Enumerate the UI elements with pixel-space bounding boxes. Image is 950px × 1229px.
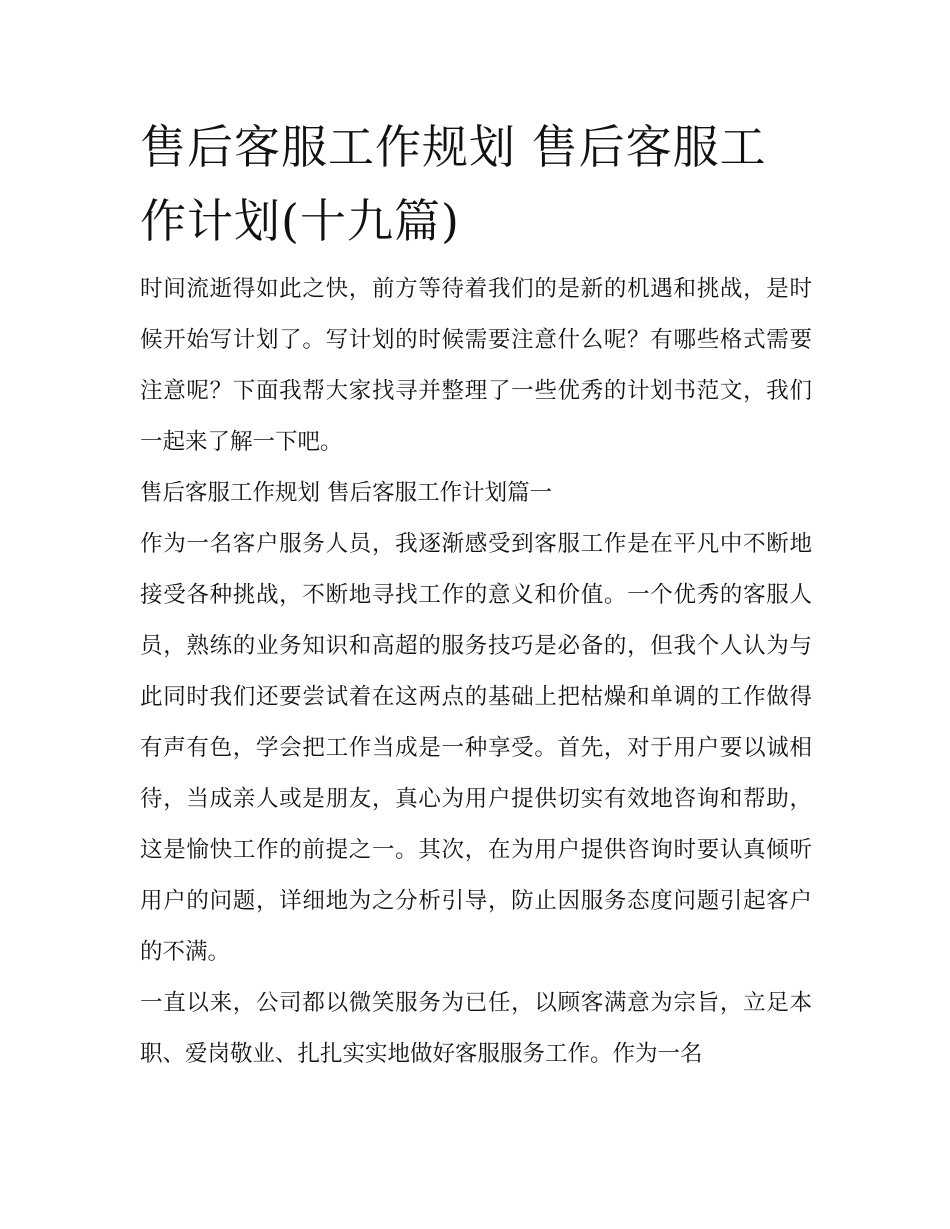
body-paragraph-1: 作为一名客户服务人员，我逐渐感受到客服工作是在平凡中不断地接受各种挑战，不断地寻找工作的意义和价值。一个优秀的客服人员，熟练的业务知识和高超的服务技巧是必备的，但我个人认为与此同时我们还要尝试着在这两点的基础上把枯燥和单调的工作做得有声有色，学会把工作当成是一种享受。首先，对于用户要以诚相待，当成亲人或是朋友，真心为用户提供切实有效地咨询和帮助，这是愉快工作的前提之一。其次，在为用户提供咨询时要认真倾听用户的问题，详细地为之分析引导，防止因服务态度问题引起客户的不满。	[140, 531, 812, 965]
intro-paragraph: 时间流逝得如此之快，前方等待着我们的是新的机遇和挑战，是时候开始写计划了。写计划的时候需要注意什么呢？有哪些格式需要注意呢？下面我帮大家找寻并整理了一些优秀的计划书范文，我们一起来了解一下吧。	[140, 276, 812, 455]
section-heading: 售后客服工作规划 售后客服工作计划篇一	[140, 480, 553, 506]
document-title: 售后客服工作规划 售后客服工作计划(十九篇)	[140, 120, 767, 248]
document-body	[140, 110, 812, 1080]
body-paragraph-2: 一直以来，公司都以微笑服务为已任，以顾客满意为宗旨，立足本职、爱岗敬业、扎扎实实地做好客服服务工作。作为一名	[140, 990, 812, 1067]
